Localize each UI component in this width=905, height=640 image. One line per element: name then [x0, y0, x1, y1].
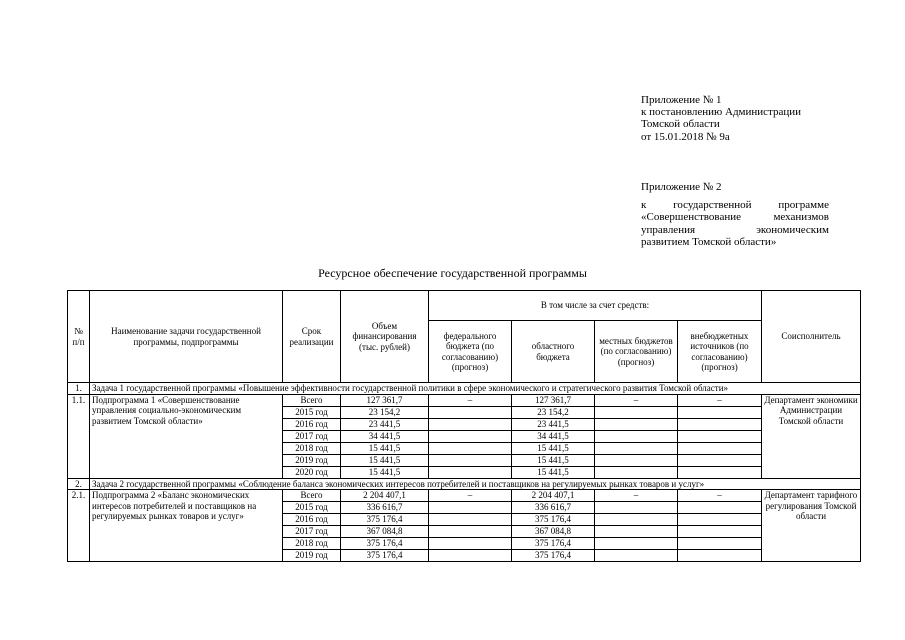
- cell-period: 2016 год: [283, 418, 341, 430]
- cell-extra: [678, 502, 762, 514]
- appendix-1-line: от 15.01.2018 № 9а: [641, 130, 730, 143]
- subprogram-name: Подпрограмма 1 «Совершенствование управления социально-экономическим развитием Томской области»: [90, 394, 283, 478]
- cell-local: [595, 430, 678, 442]
- cell-federal: [429, 550, 512, 562]
- header-row: [68, 291, 861, 321]
- cell-federal: [429, 514, 512, 526]
- cell-extra: [678, 550, 762, 562]
- cell-volume: 34 441,5: [341, 430, 429, 442]
- header-federal: федерального бюджета (по согласованию) (прогноз): [429, 321, 512, 383]
- task-text: Задача 2 государственной программы «Соблюдение баланса экономических интересов потребителей и поставщиков на регулируемых рынках товаров и услуг»: [90, 478, 861, 490]
- cell-federal: [429, 538, 512, 550]
- task-text: Задача 1 государственной программы «Повышение эффективности государственной политики в сфере экономического и стратегического развития Томской области»: [90, 383, 861, 395]
- appendix-1-line: к постановлению Администрации: [641, 106, 802, 119]
- cell-period: 2019 год: [283, 550, 341, 562]
- cell-regional: 127 361,7: [512, 394, 595, 406]
- cell-period: Всего: [283, 490, 341, 502]
- cell-federal: [429, 526, 512, 538]
- cell-period: 2017 год: [283, 526, 341, 538]
- cell-local: [595, 514, 678, 526]
- executor: Департамент экономики Администрации Томской области: [762, 394, 861, 478]
- appendix-2-word: управления: [641, 223, 696, 236]
- cell-regional: 375 176,4: [512, 538, 595, 550]
- cell-local: –: [595, 490, 678, 502]
- cell-local: [595, 406, 678, 418]
- appendix-2-word: к: [641, 199, 647, 212]
- cell-federal: [429, 430, 512, 442]
- appendix-2-line: развитием Томской области»: [641, 235, 777, 248]
- cell-volume: 2 204 407,1: [341, 490, 429, 502]
- header-including: В том числе за счет средств:: [429, 291, 762, 321]
- executor: Департамент тарифного регулирования Томской области: [762, 490, 861, 562]
- cell-period: 2018 год: [283, 442, 341, 454]
- cell-extra: –: [678, 394, 762, 406]
- appendix-2-line: [641, 211, 829, 223]
- appendix-2-title: Приложение № 2: [641, 181, 722, 193]
- appendix-2-word: программе: [778, 199, 829, 212]
- cell-local: [595, 454, 678, 466]
- subprogram-num: 1.1.: [68, 394, 90, 478]
- cell-local: [595, 550, 678, 562]
- cell-extra: –: [678, 490, 762, 502]
- cell-period: 2020 год: [283, 466, 341, 478]
- header-executor: Соисполнитель: [762, 291, 861, 383]
- subprogram-num: 2.1.: [68, 490, 90, 562]
- cell-volume: 127 361,7: [341, 394, 429, 406]
- cell-federal: [429, 466, 512, 478]
- cell-regional: 2 204 407,1: [512, 490, 595, 502]
- cell-regional: 15 441,5: [512, 454, 595, 466]
- cell-extra: [678, 418, 762, 430]
- cell-extra: [678, 526, 762, 538]
- cell-volume: 15 441,5: [341, 442, 429, 454]
- cell-period: 2018 год: [283, 538, 341, 550]
- cell-volume: 375 176,4: [341, 550, 429, 562]
- cell-local: [595, 466, 678, 478]
- cell-regional: 34 441,5: [512, 430, 595, 442]
- appendix-2-word: экономическим: [756, 223, 829, 236]
- cell-federal: [429, 502, 512, 514]
- cell-extra: [678, 514, 762, 526]
- cell-regional: 15 441,5: [512, 466, 595, 478]
- finance-row: [68, 394, 861, 406]
- cell-federal: [429, 418, 512, 430]
- cell-regional: 23 441,5: [512, 418, 595, 430]
- header-name: Наименование задачи государственной программы, подпрограммы: [90, 291, 283, 383]
- cell-extra: [678, 466, 762, 478]
- task-row: [68, 478, 861, 490]
- cell-period: 2015 год: [283, 406, 341, 418]
- cell-local: [595, 538, 678, 550]
- cell-federal: [429, 442, 512, 454]
- task-row: [68, 383, 861, 395]
- cell-regional: 375 176,4: [512, 514, 595, 526]
- task-num: 2.: [68, 478, 90, 490]
- cell-federal: –: [429, 490, 512, 502]
- cell-volume: 23 441,5: [341, 418, 429, 430]
- cell-local: [595, 442, 678, 454]
- resource-table: [67, 290, 861, 562]
- cell-period: 2017 год: [283, 430, 341, 442]
- header-local: местных бюджетов (по согласованию) (прогноз): [595, 321, 678, 383]
- header-extra: внебюджетных источников (по согласованию) (прогноз): [678, 321, 762, 383]
- appendix-1-line: Приложение № 1: [641, 94, 722, 106]
- header-volume: Объем финансирования (тыс. рублей): [341, 291, 429, 383]
- document-title: Ресурсное обеспечение государственной программы: [318, 266, 587, 280]
- cell-local: [595, 502, 678, 514]
- appendix-1-line: Томской области: [641, 118, 720, 131]
- table-body: [68, 383, 861, 562]
- cell-volume: 15 441,5: [341, 466, 429, 478]
- header-period: Срок реализации: [283, 291, 341, 383]
- cell-regional: 336 616,7: [512, 502, 595, 514]
- cell-period: 2016 год: [283, 514, 341, 526]
- cell-extra: [678, 406, 762, 418]
- header-regional: областного бюджета: [512, 321, 595, 383]
- cell-extra: [678, 538, 762, 550]
- appendix-2-word: «Совершенствование: [641, 211, 741, 224]
- cell-local: [595, 526, 678, 538]
- cell-federal: –: [429, 394, 512, 406]
- cell-volume: 336 616,7: [341, 502, 429, 514]
- appendix-2-block: [641, 181, 829, 248]
- subprogram-name: Подпрограмма 2 «Баланс экономических интересов потребителей и поставщиков на регулируемых рынках товаров и услуг»: [90, 490, 283, 562]
- appendix-2-line: [641, 224, 829, 236]
- cell-volume: 15 441,5: [341, 454, 429, 466]
- appendix-2-line: [641, 199, 829, 211]
- cell-period: 2019 год: [283, 454, 341, 466]
- cell-extra: [678, 442, 762, 454]
- cell-regional: 15 441,5: [512, 442, 595, 454]
- cell-volume: 375 176,4: [341, 514, 429, 526]
- cell-volume: 23 154,2: [341, 406, 429, 418]
- cell-volume: 375 176,4: [341, 538, 429, 550]
- cell-federal: [429, 406, 512, 418]
- cell-extra: [678, 454, 762, 466]
- cell-local: –: [595, 394, 678, 406]
- cell-local: [595, 418, 678, 430]
- task-num: 1.: [68, 383, 90, 395]
- appendix-2-word: механизмов: [773, 211, 829, 224]
- cell-extra: [678, 430, 762, 442]
- appendix-1-block: [641, 94, 829, 143]
- cell-period: Всего: [283, 394, 341, 406]
- cell-regional: 23 154,2: [512, 406, 595, 418]
- cell-regional: 367 084,8: [512, 526, 595, 538]
- finance-row: [68, 490, 861, 502]
- header-num: № п/п: [68, 291, 90, 383]
- cell-period: 2015 год: [283, 502, 341, 514]
- cell-regional: 375 176,4: [512, 550, 595, 562]
- appendix-2-word: государственной: [673, 199, 752, 212]
- cell-federal: [429, 454, 512, 466]
- cell-volume: 367 084,8: [341, 526, 429, 538]
